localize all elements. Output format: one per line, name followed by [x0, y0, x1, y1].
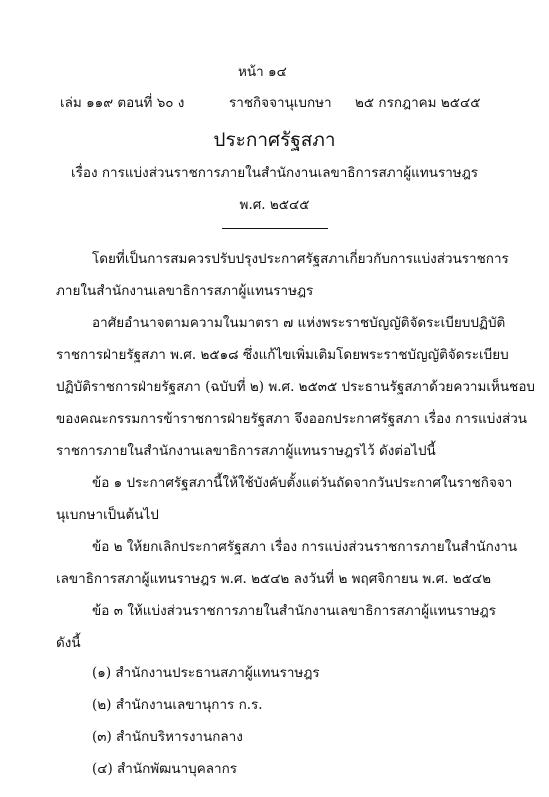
paragraph-line: โดยที่เป็นการสมควรปรับปรุงประกาศรัฐสภาเกี่ยวกับการแบ่งส่วนราชการ [92, 251, 509, 267]
clause-line: ข้อ ๑ ประกาศรัฐสภานี้ให้ใช้บังคับตั้งแต่วันถัดจากวันประกาศในราชกิจจา [92, 475, 513, 491]
clause-line: ดังนี้ [56, 635, 81, 651]
list-item: (๑) สำนักงานประธานสภาผู้แทนราษฎร [92, 665, 320, 681]
paragraph-line: ปฏิบัติราชการฝ่ายรัฐสภา (ฉบับที่ ๒) พ.ศ. ๒๕๓๕ ประธานรัฐสภาด้วยความเห็นชอบ [56, 379, 535, 395]
paragraph-line: ของคณะกรรมการข้าราชการฝ่ายรัฐสภา จึงออกประกาศรัฐสภา เรื่อง การแบ่งส่วน [56, 411, 528, 427]
clause-line: ข้อ ๓ ให้แบ่งส่วนราชการภายในสำนักงานเลขาธิการสภาผู้แทนราษฎร [92, 603, 496, 619]
clause-line: นุเบกษาเป็นต้นไป [56, 507, 159, 523]
list-item: (๔) สำนักพัฒนาบุคลากร [92, 761, 238, 777]
gazette-date: ๒๕ กรกฎาคม ๒๕๔๕ [355, 95, 481, 111]
paragraph-line: ราชการฝ่ายรัฐสภา พ.ศ. ๒๕๑๘ ซึ่งแก้ไขเพิ่มเติมโดยพระราชบัญญัติจัดระเบียบ [56, 347, 509, 363]
list-item: (๒) สำนักงานเลขานุการ ก.ร. [92, 697, 263, 713]
gazette-volume: เล่ม ๑๑๙ ตอนที่ ๖๐ ง [60, 95, 185, 111]
paragraph-line: ภายในสำนักงานเลขาธิการสภาผู้แทนราษฎร [56, 283, 314, 299]
announcement-subject: เรื่อง การแบ่งส่วนราชการภายในสำนักงานเลขาธิการสภาผู้แทนราษฎร [70, 165, 479, 181]
announcement-title: ประกาศรัฐสภา [213, 129, 336, 151]
paragraph-line: อาศัยอำนาจตามความในมาตรา ๗ แห่งพระราชบัญญัติจัดระเบียบปฏิบัติ [92, 315, 506, 331]
list-item: (๓) สำนักบริหารงานกลาง [92, 729, 243, 745]
clause-line: ข้อ ๒ ให้ยกเลิกประกาศรัฐสภา เรื่อง การแบ่งส่วนราชการภายในสำนักงาน [92, 539, 518, 555]
clause-line: เลขาธิการสภาผู้แทนราษฎร พ.ศ. ๒๕๔๒ ลงวันที่ ๒ พฤศจิกายน พ.ศ. ๒๕๔๒ [56, 571, 491, 587]
gazette-name: ราชกิจจานุเบกษา [229, 95, 332, 111]
paragraph-line: ราชการภายในสำนักงานเลขาธิการสภาผู้แทนราษฎรไว้ ดังต่อไปนี้ [56, 443, 436, 459]
title-divider [222, 228, 328, 229]
page-number: หน้า ๑๔ [238, 64, 287, 80]
announcement-year: พ.ศ. ๒๕๔๕ [239, 197, 310, 213]
